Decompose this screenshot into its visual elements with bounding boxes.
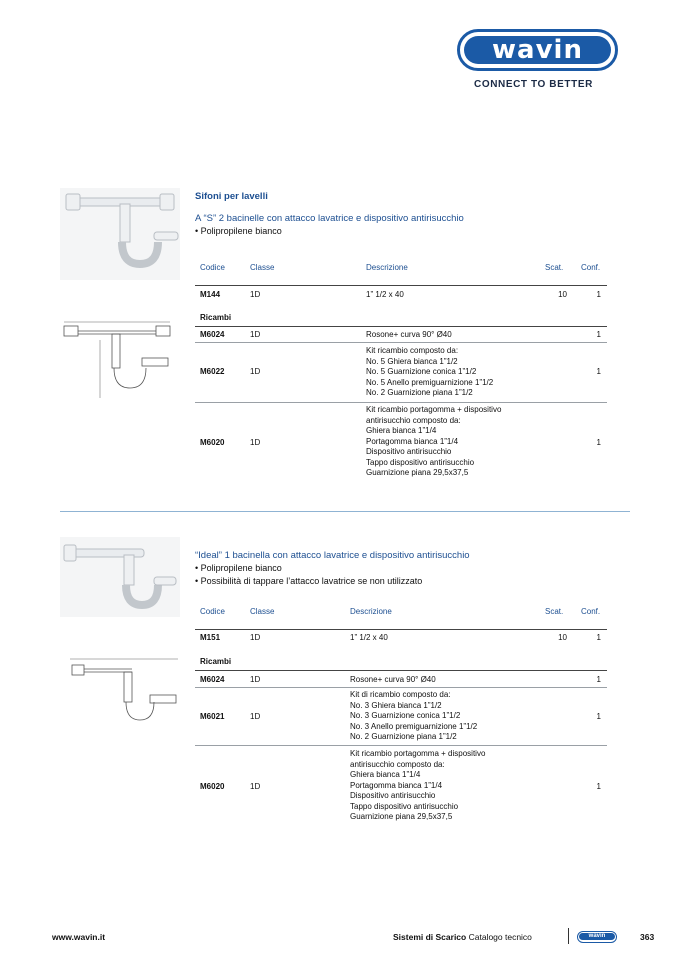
- desc-line: No. 3 Guarnizione conica 1”1/2: [350, 711, 461, 720]
- bullet-item: • Polipropilene bianco: [195, 563, 282, 573]
- desc-multiline: [366, 405, 501, 479]
- divider: [195, 687, 607, 688]
- classe-cell: 1D: [250, 367, 261, 376]
- code-cell: M151: [200, 633, 221, 642]
- classe-cell: 1D: [250, 633, 261, 642]
- product-subtitle: A “S” 2 bacinelle con attacco lavatrice e dispositivo antirisucchio: [195, 213, 464, 224]
- desc-line: No. 5 Anello premiguarnizione 1”1/2: [366, 377, 494, 387]
- ricambi-label: Ricambi: [200, 313, 232, 322]
- desc-line: No. 2 Guarnizione piana 1”1/2: [350, 732, 457, 741]
- scat-cell: 10: [558, 633, 567, 642]
- desc-line: No. 3 Anello premiguarnizione 1”1/2: [350, 721, 478, 731]
- desc-multiline: [350, 749, 485, 823]
- code-cell: M6024: [200, 675, 225, 684]
- header-classe: Classe: [250, 607, 275, 616]
- header-codice: Codice: [200, 607, 225, 616]
- desc-line: Tappo dispositivo antirisucchio: [366, 457, 475, 467]
- desc-multiline: [350, 690, 477, 743]
- technical-drawing-siphon-ideal: [60, 655, 188, 727]
- desc-line: Guarnizione piana 29,5x37,5: [366, 468, 469, 477]
- page-number: 363: [640, 932, 655, 942]
- code-cell: M6024: [200, 330, 225, 339]
- scat-cell: 10: [558, 290, 567, 299]
- footer-divider: [568, 928, 569, 944]
- footer-url[interactable]: www.wavin.it: [52, 932, 106, 942]
- bullet-item: • Possibilità di tappare l’attacco lavatrice se non utilizzato: [195, 576, 423, 586]
- header-conf: Conf.: [581, 263, 601, 272]
- logo-text: wavin: [464, 36, 611, 64]
- wavin-logo: [457, 29, 618, 71]
- desc-line: Kit ricambio composto da:: [366, 346, 459, 355]
- header-classe: Classe: [250, 263, 275, 272]
- desc-line: No. 3 Ghiera bianca 1”1/2: [350, 700, 442, 710]
- header-descrizione: Descrizione: [366, 263, 408, 272]
- desc-line: antirisucchio composto da:: [350, 759, 445, 769]
- desc-line: Kit di ricambio composto da:: [350, 690, 451, 699]
- product-photo-siphon-ideal: [60, 537, 180, 617]
- desc-line: Kit ricambio portagomma + dispositivo: [366, 405, 502, 414]
- tagline: CONNECT TO BETTER: [474, 79, 593, 90]
- desc-line: Dispositivo antirisucchio: [350, 791, 436, 800]
- desc-line: No. 5 Ghiera bianca 1”1/2: [366, 356, 458, 366]
- ricambi-label: Ricambi: [200, 657, 232, 666]
- desc-multiline: [366, 346, 493, 399]
- footer-catalog-rest: Catalogo tecnico: [466, 932, 532, 942]
- desc-line: Ghiera bianca 1”1/4: [350, 770, 421, 779]
- header-scat: Scat.: [545, 607, 564, 616]
- desc-line: Guarnizione piana 29,5x37,5: [350, 812, 453, 821]
- code-cell: M6020: [200, 438, 225, 447]
- desc-line: Portagomma bianca 1”1/4: [350, 780, 443, 790]
- divider: [195, 629, 607, 630]
- code-cell: M6021: [200, 712, 225, 721]
- conf-cell: 1: [596, 633, 601, 642]
- footer-catalog-bold: Sistemi di Scarico: [393, 932, 467, 942]
- divider: [195, 326, 607, 327]
- conf-cell: 1: [596, 367, 601, 376]
- product-photo-siphon-2-basins: [60, 188, 180, 280]
- technical-drawing-siphon-2-basins: [60, 318, 188, 402]
- classe-cell: 1D: [250, 290, 261, 299]
- divider: [195, 670, 607, 671]
- desc-line: Dispositivo antirisucchio: [366, 447, 452, 456]
- classe-cell: 1D: [250, 675, 261, 684]
- section-title: Sifoni per lavelli: [195, 191, 268, 202]
- bullet-item: • Polipropilene bianco: [195, 226, 282, 236]
- divider: [195, 342, 607, 343]
- header-conf: Conf.: [581, 607, 601, 616]
- desc-line: No. 2 Guarnizione piana 1”1/2: [366, 388, 473, 397]
- classe-cell: 1D: [250, 782, 261, 791]
- header-scat: Scat.: [545, 263, 564, 272]
- code-cell: M144: [200, 290, 221, 299]
- divider: [195, 745, 607, 746]
- desc-cell: 1” 1/2 x 40: [366, 290, 404, 299]
- desc-line: No. 5 Guarnizione conica 1”1/2: [366, 367, 477, 376]
- divider: [195, 285, 607, 286]
- divider: [195, 402, 607, 403]
- footer-logo-text: wavin: [579, 933, 615, 940]
- section-separator: [60, 511, 630, 512]
- code-cell: M6022: [200, 367, 225, 376]
- header-codice: Codice: [200, 263, 225, 272]
- header-descrizione: Descrizione: [350, 607, 392, 616]
- conf-cell: 1: [596, 712, 601, 721]
- footer-catalog: [393, 932, 532, 942]
- desc-cell: Rosone+ curva 90° Ø40: [350, 675, 436, 684]
- desc-line: antirisucchio composto da:: [366, 415, 461, 425]
- footer-wavin-logo: [577, 931, 617, 943]
- conf-cell: 1: [596, 330, 601, 339]
- conf-cell: 1: [596, 290, 601, 299]
- desc-line: Tappo dispositivo antirisucchio: [350, 801, 459, 811]
- product-subtitle: “Ideal” 1 bacinella con attacco lavatrice e dispositivo antirisucchio: [195, 550, 470, 561]
- code-cell: M6020: [200, 782, 225, 791]
- desc-line: Portagomma bianca 1”1/4: [366, 436, 459, 446]
- classe-cell: 1D: [250, 712, 261, 721]
- desc-line: Ghiera bianca 1”1/4: [366, 426, 437, 435]
- conf-cell: 1: [596, 675, 601, 684]
- desc-cell: Rosone+ curva 90° Ø40: [366, 330, 452, 339]
- conf-cell: 1: [596, 782, 601, 791]
- conf-cell: 1: [596, 438, 601, 447]
- desc-line: Kit ricambio portagomma + dispositivo: [350, 749, 486, 758]
- classe-cell: 1D: [250, 330, 261, 339]
- classe-cell: 1D: [250, 438, 261, 447]
- desc-cell: 1” 1/2 x 40: [350, 633, 388, 642]
